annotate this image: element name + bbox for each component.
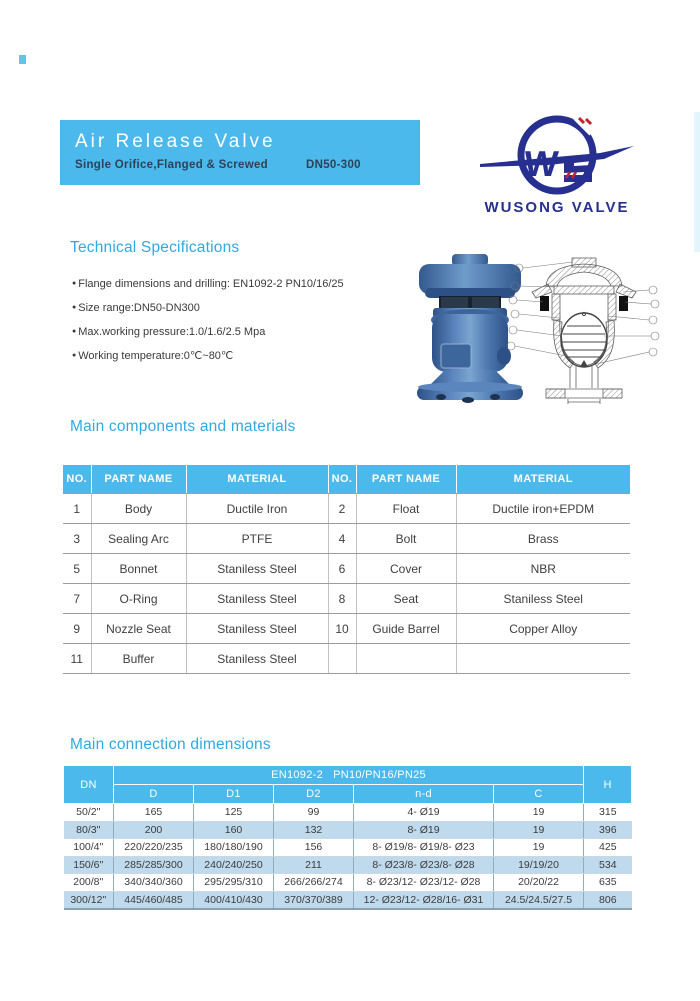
table-row	[64, 839, 632, 857]
cell: 99	[274, 804, 354, 822]
cell: 8- Ø23/8- Ø23/8- Ø28	[354, 856, 494, 874]
cell: Bolt	[356, 524, 456, 554]
cell: 4- Ø19	[354, 804, 494, 822]
subtitle-text: Single Orifice,Flanged & Screwed	[75, 159, 269, 171]
cell: 12- Ø23/12- Ø28/16- Ø31	[354, 891, 494, 909]
table-row	[64, 821, 632, 839]
cell: 806	[584, 891, 632, 909]
dimensions-subheader-row	[64, 785, 632, 804]
col-header: MATERIAL	[456, 465, 630, 494]
cell: 19	[494, 821, 584, 839]
cell: 534	[584, 856, 632, 874]
cell: 266/266/274	[274, 874, 354, 892]
cell: 20/20/22	[494, 874, 584, 892]
cell	[328, 644, 356, 674]
page-subtitle	[75, 159, 420, 171]
table-row	[64, 891, 632, 909]
section-title-specs: Technical Specifications	[70, 239, 240, 256]
title-banner	[60, 120, 420, 185]
col-header: C	[494, 785, 584, 804]
cell: 100/4"	[64, 839, 114, 857]
cell: 132	[274, 821, 354, 839]
col-header: NO.	[63, 465, 91, 494]
cell: 2	[328, 494, 356, 524]
logo-wordmark: WUSONG VALVE	[484, 199, 630, 216]
cell: Staniless Steel	[186, 554, 328, 584]
cell: 8	[328, 584, 356, 614]
float-shape	[561, 312, 607, 367]
components-header-row	[63, 465, 630, 494]
cell: 445/460/485	[114, 891, 194, 909]
table-row	[63, 584, 630, 614]
logo-letter-w: W	[522, 143, 560, 184]
cell: 396	[584, 821, 632, 839]
spec-item: ● Max.working pressure:1.0/1.6/2.5 Mpa	[72, 320, 344, 344]
cell: 295/295/310	[194, 874, 274, 892]
cell: O-Ring	[91, 584, 186, 614]
table-row	[64, 856, 632, 874]
cell: Float	[356, 494, 456, 524]
cell: 340/340/360	[114, 874, 194, 892]
wusong-logo	[478, 110, 638, 218]
section-title-dimensions: Main connection dimensions	[70, 736, 271, 753]
cell: 156	[274, 839, 354, 857]
cell: Staniless Steel	[456, 584, 630, 614]
cell: 4	[328, 524, 356, 554]
cell: 400/410/430	[194, 891, 274, 909]
cell: 160	[194, 821, 274, 839]
cell: Brass	[456, 524, 630, 554]
col-header: n-d	[354, 785, 494, 804]
dimensions-header-row	[64, 766, 632, 785]
cell: Body	[91, 494, 186, 524]
cell: Buffer	[91, 644, 186, 674]
cell: Sealing Arc	[91, 524, 186, 554]
scan-artifact	[19, 55, 26, 64]
scan-artifact	[694, 112, 700, 252]
cell: 8- Ø23/12- Ø23/12- Ø28	[354, 874, 494, 892]
cell: 200/8"	[64, 874, 114, 892]
cell: NBR	[456, 554, 630, 584]
cell: 11	[63, 644, 91, 674]
spec-item: ● Size range:DN50-DN300	[72, 296, 344, 320]
cell: 24.5/24.5/27.5	[494, 891, 584, 909]
cell: 165	[114, 804, 194, 822]
cell: 300/12"	[64, 891, 114, 909]
table-row	[64, 804, 632, 822]
cell: 220/220/235	[114, 839, 194, 857]
cell: Guide Barrel	[356, 614, 456, 644]
spec-list	[72, 272, 344, 368]
cell: 635	[584, 874, 632, 892]
table-row	[63, 644, 630, 674]
cell: 10	[328, 614, 356, 644]
cell: Seat	[356, 584, 456, 614]
cell: 240/240/250	[194, 856, 274, 874]
cell: Cover	[356, 554, 456, 584]
size-range: DN50-300	[306, 159, 361, 171]
cell: Staniless Steel	[186, 644, 328, 674]
cell: 1	[63, 494, 91, 524]
components-table	[63, 465, 630, 674]
cell: 3	[63, 524, 91, 554]
dimensions-table	[63, 765, 632, 910]
cell: 19/19/20	[494, 856, 584, 874]
cell: 425	[584, 839, 632, 857]
cell: 285/285/300	[114, 856, 194, 874]
cell: 8- Ø19	[354, 821, 494, 839]
col-header-h: H	[584, 766, 632, 804]
col-header-standard: EN1092-2 PN10/PN16/PN25	[114, 766, 584, 785]
cell	[356, 644, 456, 674]
cell: 8- Ø19/8- Ø19/8- Ø23	[354, 839, 494, 857]
cell: Bonnet	[91, 554, 186, 584]
cell: Staniless Steel	[186, 584, 328, 614]
table-row	[63, 554, 630, 584]
col-header: MATERIAL	[186, 465, 328, 494]
cell: 6	[328, 554, 356, 584]
col-header: D	[114, 785, 194, 804]
cell: Ductile Iron	[186, 494, 328, 524]
cell: Ductile iron+EPDM	[456, 494, 630, 524]
col-header: PART NAME	[91, 465, 186, 494]
cell: 19	[494, 804, 584, 822]
col-header: D2	[274, 785, 354, 804]
cell: 150/6"	[64, 856, 114, 874]
seal-right	[619, 296, 628, 311]
cell: 200	[114, 821, 194, 839]
cell: 211	[274, 856, 354, 874]
cell: Nozzle Seat	[91, 614, 186, 644]
cell: Copper Alloy	[456, 614, 630, 644]
wusong-logo-icon	[478, 110, 638, 218]
cell: 50/2"	[64, 804, 114, 822]
table-row	[63, 614, 630, 644]
cell: 7	[63, 584, 91, 614]
cell: 80/3"	[64, 821, 114, 839]
logo-letter-s	[564, 154, 592, 182]
seal-left	[540, 296, 549, 311]
spec-item: ● Working temperature:0℃~80℃	[72, 344, 344, 368]
cell: Staniless Steel	[186, 614, 328, 644]
table-row	[63, 494, 630, 524]
page-title: Air Release Valve	[75, 131, 276, 152]
cell: 315	[584, 804, 632, 822]
table-row	[63, 524, 630, 554]
col-header-dn: DN	[64, 766, 114, 804]
cell: 19	[494, 839, 584, 857]
cell: 180/180/190	[194, 839, 274, 857]
section-title-components: Main components and materials	[70, 418, 296, 435]
table-row	[64, 874, 632, 892]
valve-cross-section-drawing	[503, 256, 665, 404]
cell: 370/370/389	[274, 891, 354, 909]
cell: 9	[63, 614, 91, 644]
cell: 5	[63, 554, 91, 584]
cell	[456, 644, 630, 674]
col-header: PART NAME	[356, 465, 456, 494]
col-header: D1	[194, 785, 274, 804]
cell: 125	[194, 804, 274, 822]
cell: PTFE	[186, 524, 328, 554]
col-header: NO.	[328, 465, 356, 494]
spec-item: ● Flange dimensions and drilling: EN1092-2 PN10/16/25	[72, 272, 344, 296]
